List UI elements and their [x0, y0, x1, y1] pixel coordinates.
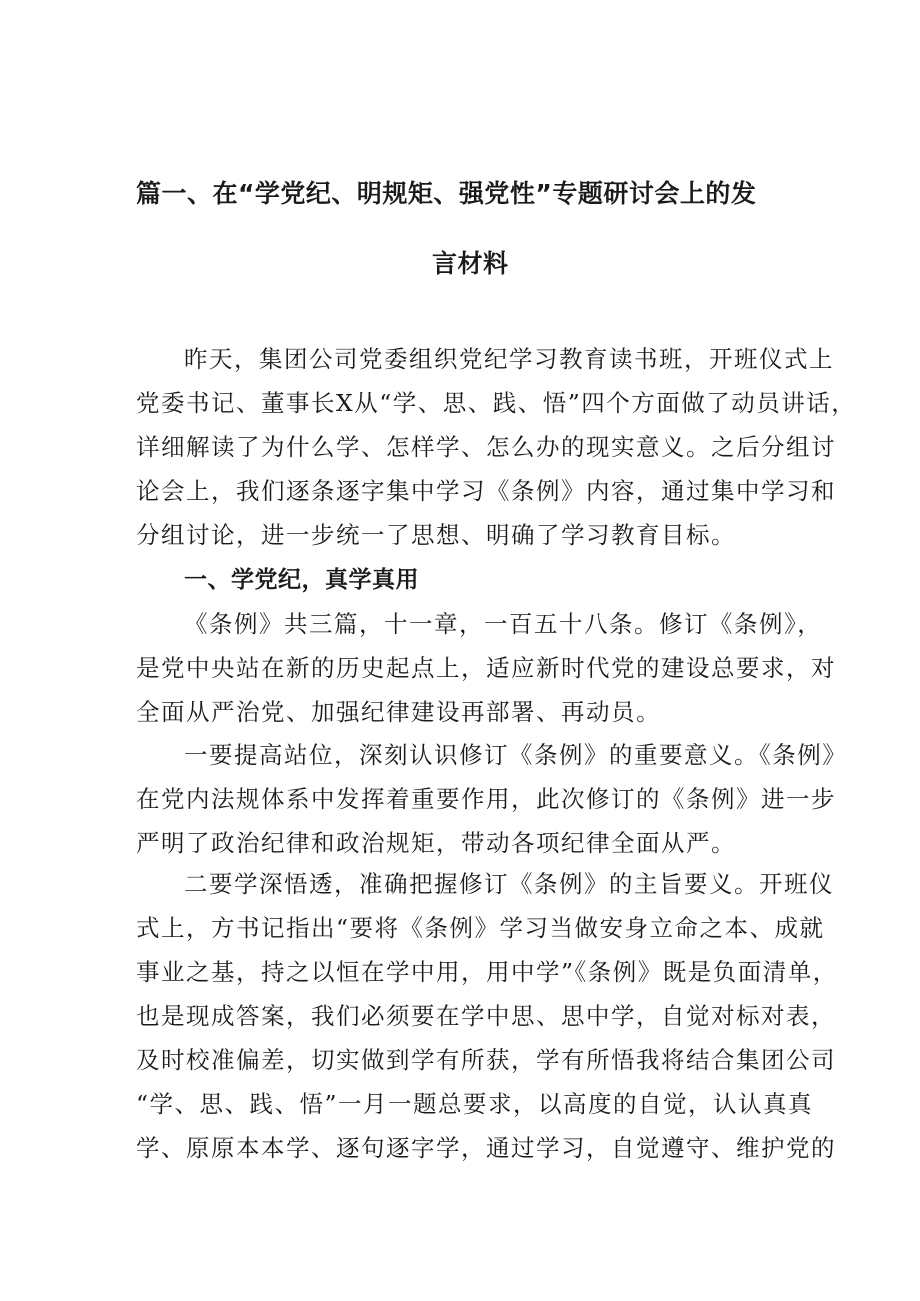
text-line: 党委书记、董事长X从“学、思、践、悟”四个方面做了动员讲话，: [136, 389, 857, 417]
text-line: 式上，方书记指出“要将《条例》学习当做安身立命之本、成就: [136, 914, 825, 942]
text-line: 一要提高站位，深刻认识修订《条例》的重要意义。《条例》: [184, 741, 848, 769]
text-line: 学、原原本本学、逐句逐字学，通过学习，自觉遵守、维护党的: [136, 1134, 836, 1162]
text-line: 事业之基，持之以恒在学中用，用中学”《条例》既是负面清单，: [136, 958, 838, 986]
text-line: 严明了政治纪律和政治规矩，带动各项纪律全面从严。: [136, 829, 736, 857]
paragraph-regulation-overview: [136, 602, 836, 734]
text-line: 是党中央站在新的历史起点上，适应新时代党的建设总要求，对: [136, 654, 836, 682]
text-line: 全面从严治党、加强纪律建设再部署、再动员。: [136, 698, 661, 726]
text-line: 及时校准偏差，切实做到学有所获，学有所悟我将结合集团公司: [136, 1046, 836, 1074]
text-line: 分组讨论，进一步统一了思想、明确了学习教育目标。: [136, 521, 736, 549]
text-line: 详细解读了为什么学、怎样学、怎么办的现实意义。之后分组讨: [136, 433, 836, 461]
section-heading-text: 一、学党纪，真学真用: [184, 567, 419, 593]
text-line: “学、思、践、悟”一月一题总要求，以高度的自觉，认认真真: [136, 1090, 814, 1118]
paragraph-point-one: [136, 733, 848, 865]
document-title-line-2: 言材料: [432, 249, 509, 278]
text-line: 《条例》共三篇，十一章，一百五十八条。修订《条例》，: [184, 610, 823, 638]
text-line: 在党内法规体系中发挥着重要作用，此次修订的《条例》进一步: [136, 785, 836, 813]
section-heading: [136, 558, 796, 602]
text-line: 论会上，我们逐条逐字集中学习《条例》内容，通过集中学习和: [136, 477, 836, 505]
text-line: 也是现成答案，我们必须要在学中思、思中学，自觉对标对表，: [136, 1002, 836, 1030]
text-line: 昨天，集团公司党委组织党纪学习教育读书班，开班仪式上: [184, 345, 834, 373]
paragraph-point-two: [136, 862, 838, 1170]
document-title-line-1: 篇一、在“学党纪、明规矩、强党性”专题研讨会上的发: [136, 179, 757, 208]
paragraph-intro: [136, 337, 857, 557]
text-line: 二要学深悟透，准确把握修订《条例》的主旨要义。开班仪: [184, 870, 834, 898]
